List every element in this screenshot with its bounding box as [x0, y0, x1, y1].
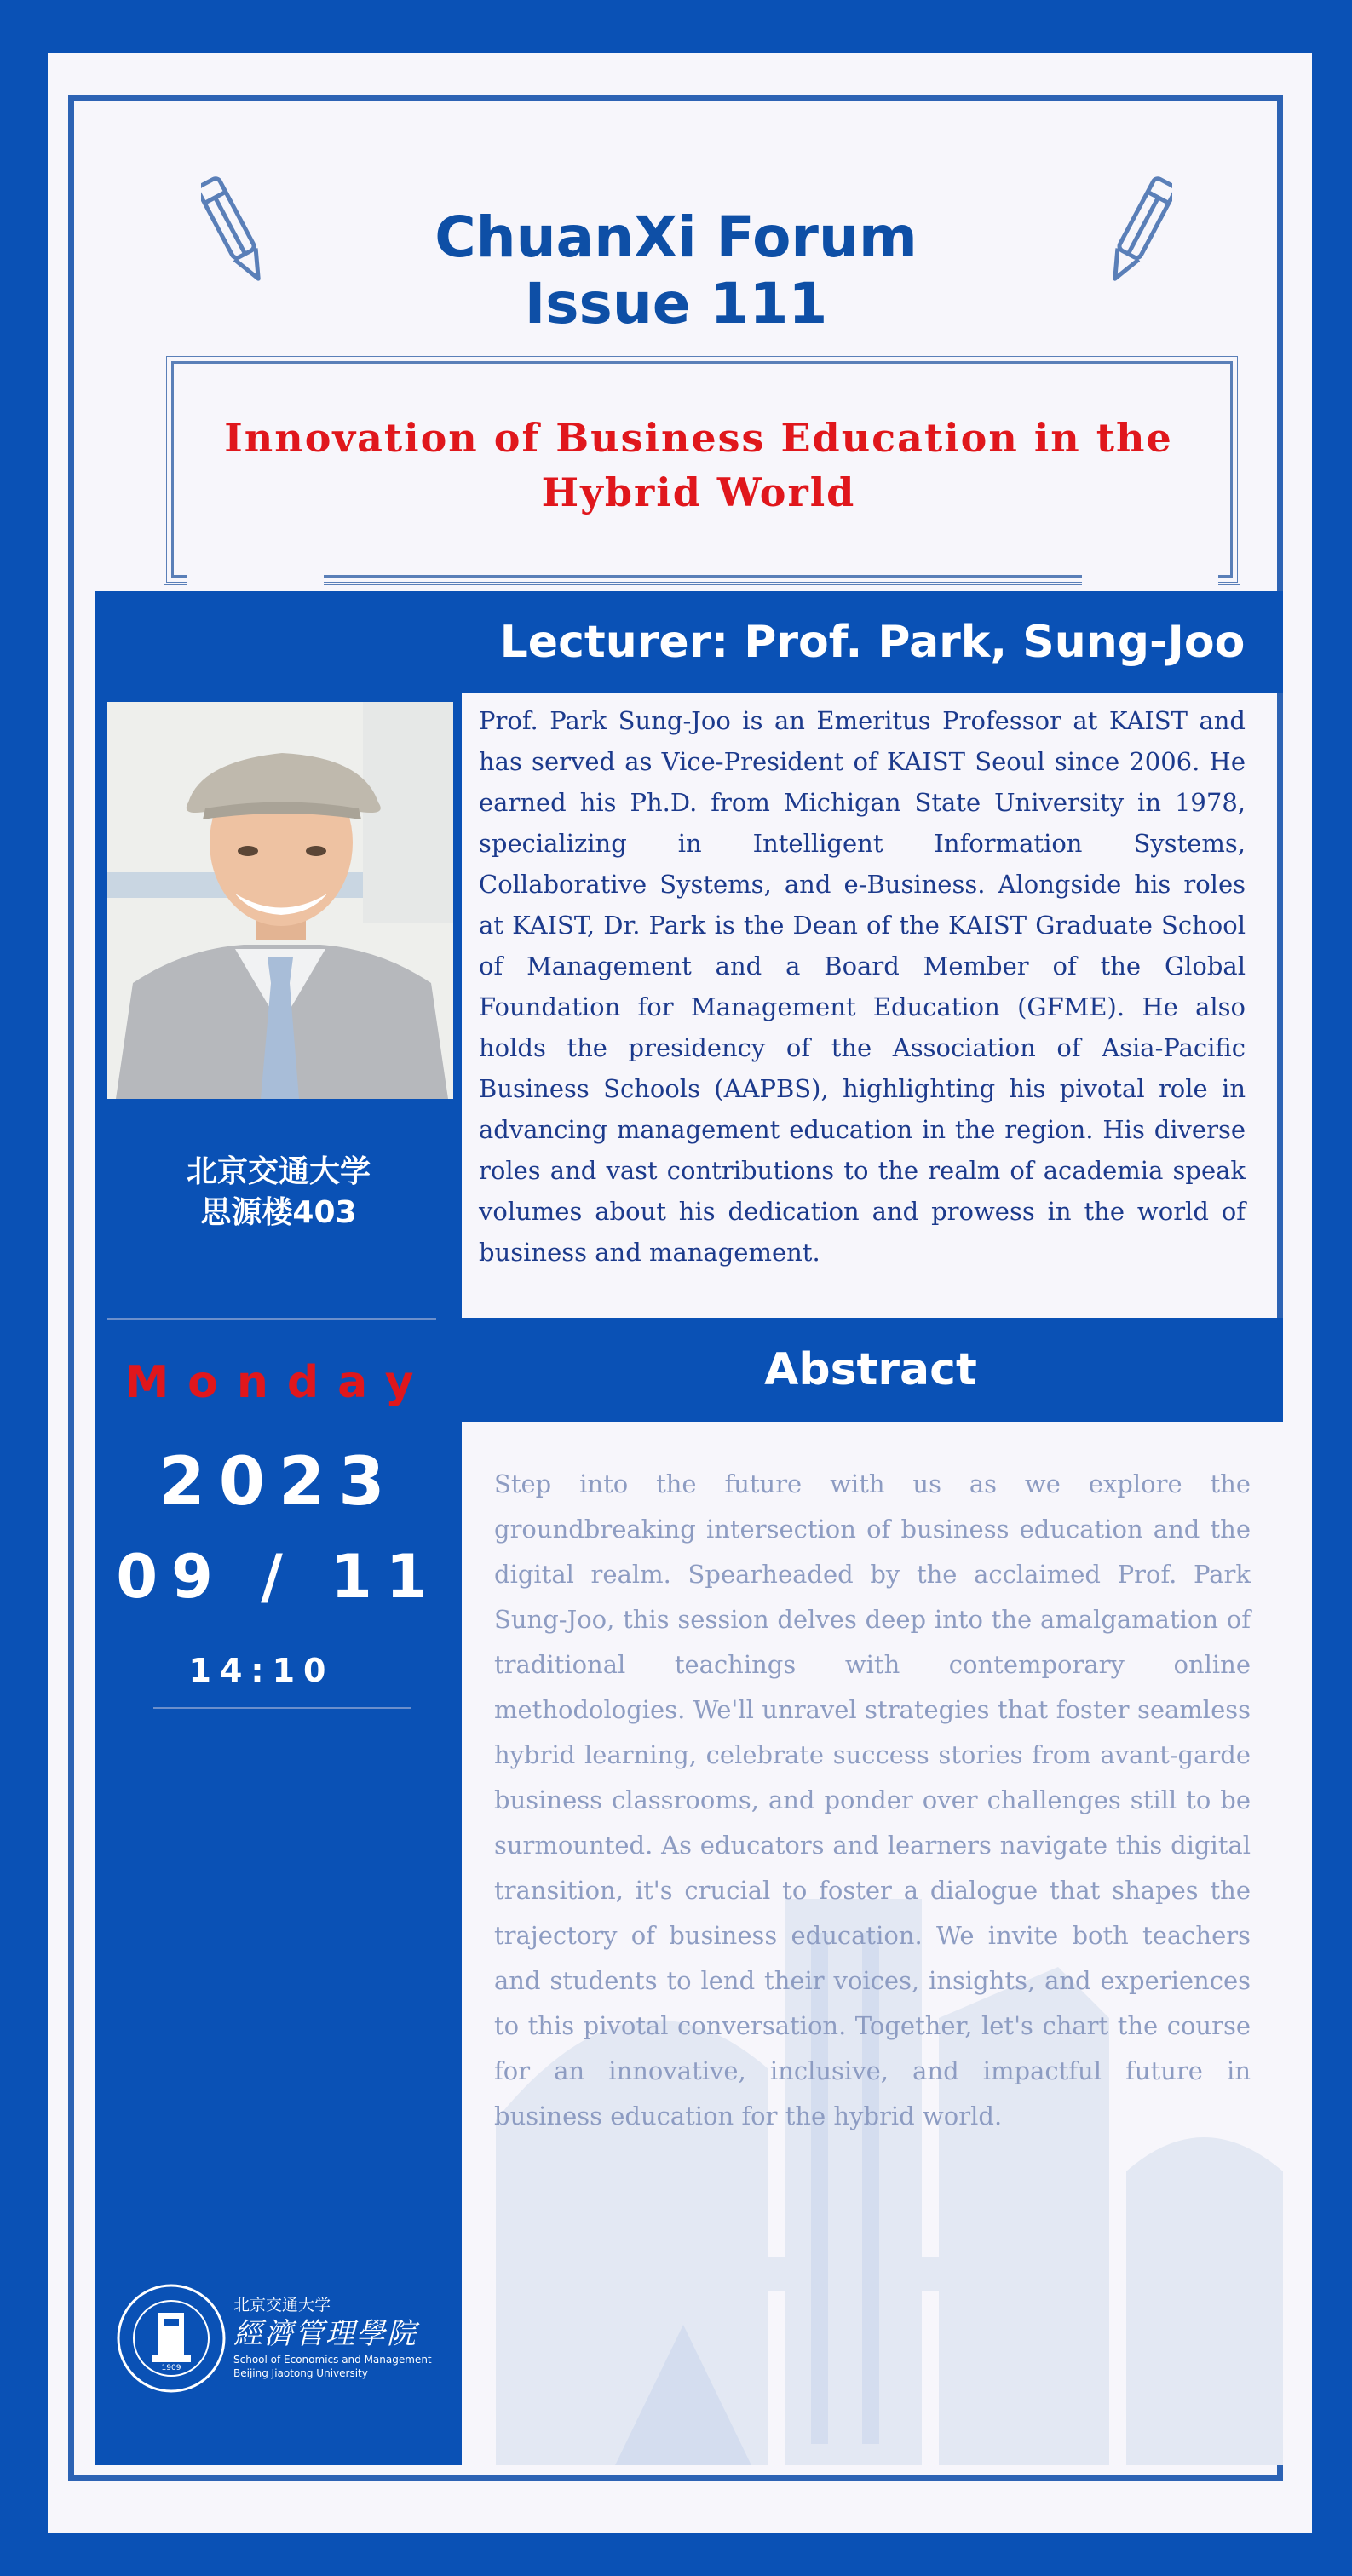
bottom-strip	[83, 2487, 1058, 2533]
issue-number: Issue 111	[524, 271, 828, 336]
venue-room: 思源楼403	[200, 1195, 357, 1230]
topic-line-1: Innovation of Business Education in the	[224, 415, 1173, 461]
lecturer-heading: Lecturer: Prof. Park, Sung-Joo	[499, 617, 1246, 668]
divider	[153, 1707, 411, 1709]
event-time: 14:10	[188, 1652, 335, 1689]
lecturer-bio: Prof. Park Sung-Joo is an Emeritus Professor at KAIST and has served as Vice-President of KAIST Seoul since 2006. He earned his Ph.D. from Michigan State University in 1978, specializing in Intelligent Information Systems, Collaborative Systems, and e-Business. Alongside his roles at KAIST, Dr. Park is the Dean of the KAIST Graduate School of Management and a Board Member of the Global Foundation for Management Education (GFME). He also holds the presidency of the Association of Asia-Pacific Business Schools (AAPBS), highlighting his pivotal role in advancing management education in the region. His diverse roles and vast contributions to the realm of academia speak volumes about his dedication and prowess in the world of business and management.	[479, 706, 1246, 1267]
event-year: 2023	[158, 1444, 399, 1521]
abstract-text: Step into the future with us as we explore the groundbreaking intersection of business education and the digital realm. Spearheaded by the acclaimed Prof. Park Sung-Joo, this session delves deep into the amalgamation of traditional teachings with contemporary online methodologies. We'll unravel strategies that foster seamless hybrid learning, celebrate success stories from avant-garde business classrooms, and ponder over challenges still to be surmounted. As educators and learners navigate this digital transition, it's crucial to foster a dialogue that shapes the trajectory of business education. We invite both teachers and students to lend their voices, insights, and experiences to this pivotal conversation. Together, let's chart the course for an innovative, inclusive, and impactful future in business education for the hybrid world.	[494, 1469, 1251, 2130]
lecturer-photo	[107, 702, 453, 1099]
logo-school-en-2: Beijing Jiaotong University	[233, 2367, 368, 2379]
university-seal-logo	[116, 2283, 227, 2394]
abstract-heading: Abstract	[764, 1344, 977, 1395]
talk-topic	[164, 411, 1234, 520]
school-logo-text	[233, 2295, 432, 2380]
logo-school-en-1: School of Economics and Management	[233, 2354, 432, 2366]
event-day: Monday	[124, 1357, 433, 1408]
seal-year: 1909	[161, 2364, 181, 2372]
logo-school-cn: 經濟管理學院	[233, 2317, 417, 2351]
divider	[107, 1318, 436, 1320]
logo-university-cn: 北京交通大学	[233, 2296, 331, 2314]
event-date: 09 / 11	[116, 1542, 441, 1612]
venue	[95, 1152, 462, 1233]
lecturer-portrait	[107, 702, 453, 1099]
topic-line-2: Hybrid World	[541, 469, 856, 515]
forum-title: ChuanXi Forum	[434, 204, 918, 270]
venue-university: 北京交通大学	[186, 1154, 371, 1189]
